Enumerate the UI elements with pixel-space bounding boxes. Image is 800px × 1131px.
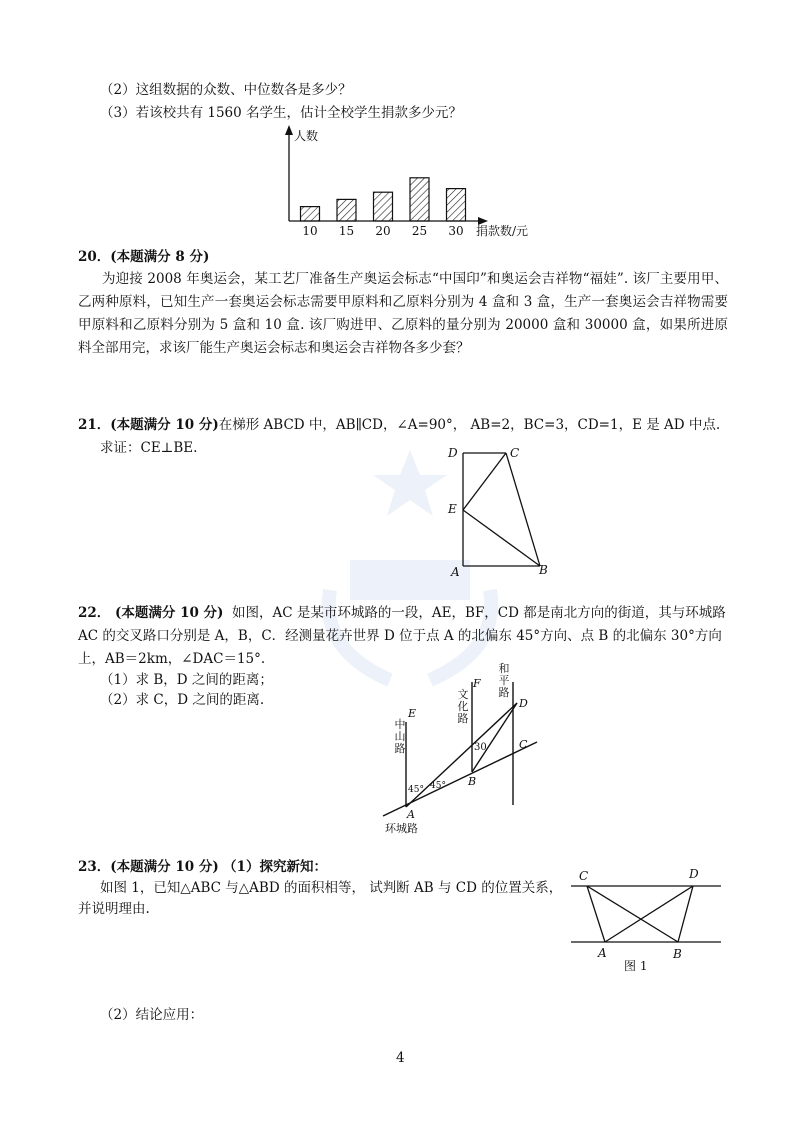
q22-line1: [78, 601, 726, 621]
x-tick-label-15: 15: [338, 224, 355, 238]
heping-road-label: 和平路: [498, 662, 510, 699]
q23-line1: 如图 1，已知△ABC 与△ABD 的面积相等， 试判断 AB 与 CD 的位置关系，: [100, 880, 563, 896]
bar-25: [410, 178, 429, 221]
figure-caption: 图 1: [624, 959, 648, 973]
q21-line2: 求证：CE⊥BE.: [100, 440, 198, 456]
x-tick-label-30: 30: [448, 224, 464, 238]
ring-road-map-figure: [375, 660, 555, 838]
q19-sub2: （2）这组数据的众数、中位数各是多少？: [100, 82, 352, 98]
angle-45-label-2: 45°: [430, 781, 446, 791]
x-tick-label-20: 20: [375, 224, 391, 238]
donation-bar-chart: [270, 120, 540, 242]
q22-heading: 22． (本题满分 10 分): [78, 605, 224, 621]
q23-heading: 23．(本题满分 10 分): [78, 859, 219, 875]
bar-10: [301, 207, 320, 221]
angle-30-label: 30: [474, 742, 487, 753]
trapezoid-figure: [440, 440, 560, 580]
bar-20: [374, 192, 393, 221]
label-E: E: [408, 707, 417, 720]
label-A: A: [598, 946, 607, 960]
q22-sub2: （2）求 C，D 之间的距离.: [100, 692, 265, 708]
label-B: B: [468, 775, 477, 788]
label-E: E: [448, 502, 457, 516]
y-axis-arrow: [285, 125, 293, 135]
q23-line0: [78, 855, 327, 875]
ring-road-label: 环城路: [385, 822, 418, 835]
label-C: C: [579, 869, 589, 883]
x-axis-label: 捐款数/元: [476, 224, 529, 238]
label-D: D: [448, 446, 458, 460]
q20-body: 为迎接 2008 年奥运会，某工艺厂准备生产奥运会标志“中国印”和奥运会吉祥物“福娃”. 该厂主要用甲、乙两种原料，已知生产一套奥运会标志需要甲原料和乙原料分别为 4 盒和 3 盒，生产一套奥运会吉祥物需要甲原料和乙原料分别为 5 盒和 10 盒. 该厂购进甲、乙原料的量分别为 20000 盒和 30000 盒，如果所进原料全部用完，求该厂能生产奥运会标志和奥运会吉祥物各多少套？: [78, 271, 728, 356]
label-A: A: [407, 808, 415, 821]
q21-line1: [78, 413, 720, 433]
q20-heading: 20．(本题满分 8 分): [78, 249, 210, 265]
q19-sub3: （3）若该校共有 1560 名学生，估计全校学生捐款多少元？: [100, 105, 463, 121]
label-F: F: [473, 677, 481, 690]
label-C: C: [510, 446, 520, 460]
q22-line2: AC 的交叉路口分别是 A，B，C．经测量花卉世界 D 位于点 A 的北偏东 45°方向、点 B 的北偏东 30°方向: [78, 628, 722, 644]
bar-15: [337, 199, 356, 221]
q21-heading: 21．(本题满分 10 分): [78, 417, 219, 433]
x-tick-label-25: 25: [411, 224, 428, 238]
page-number: 4: [396, 1050, 405, 1066]
label-D: D: [689, 867, 699, 881]
label-A: A: [451, 565, 460, 579]
q22-sub1: （1）求 B，D 之间的距离；: [100, 672, 273, 688]
q22-line3: 上，AB＝2km，∠DAC＝15°.: [78, 651, 266, 667]
y-axis-label: 人数: [294, 129, 319, 143]
bar-30: [447, 189, 466, 221]
label-B: B: [539, 563, 548, 577]
q23-line2: 并说明理由.: [78, 901, 150, 917]
label-D: D: [519, 697, 528, 710]
q22-statement-1: 如图，AC 是某市环城路的一段，AE，BF，CD 都是南北方向的街道，其与环城路: [232, 605, 726, 621]
q23-part1: （1）探究新知：: [223, 859, 327, 875]
zhongshan-road-label: 中山路: [394, 718, 406, 755]
label-B: B: [673, 947, 682, 961]
x-tick-label-10: 10: [302, 224, 318, 238]
q21-statement: 在梯形 ABCD 中，AB∥CD，∠A=90°， AB=2，BC=3，CD=1，E 是 AD 中点.: [218, 417, 721, 433]
label-C: C: [519, 738, 528, 751]
parallel-lines-figure: [565, 864, 725, 976]
angle-45-label-1: 45°: [408, 785, 424, 795]
wenhua-road-label: 文化路: [457, 688, 469, 725]
q23-part2: （2）结论应用：: [100, 1007, 204, 1023]
